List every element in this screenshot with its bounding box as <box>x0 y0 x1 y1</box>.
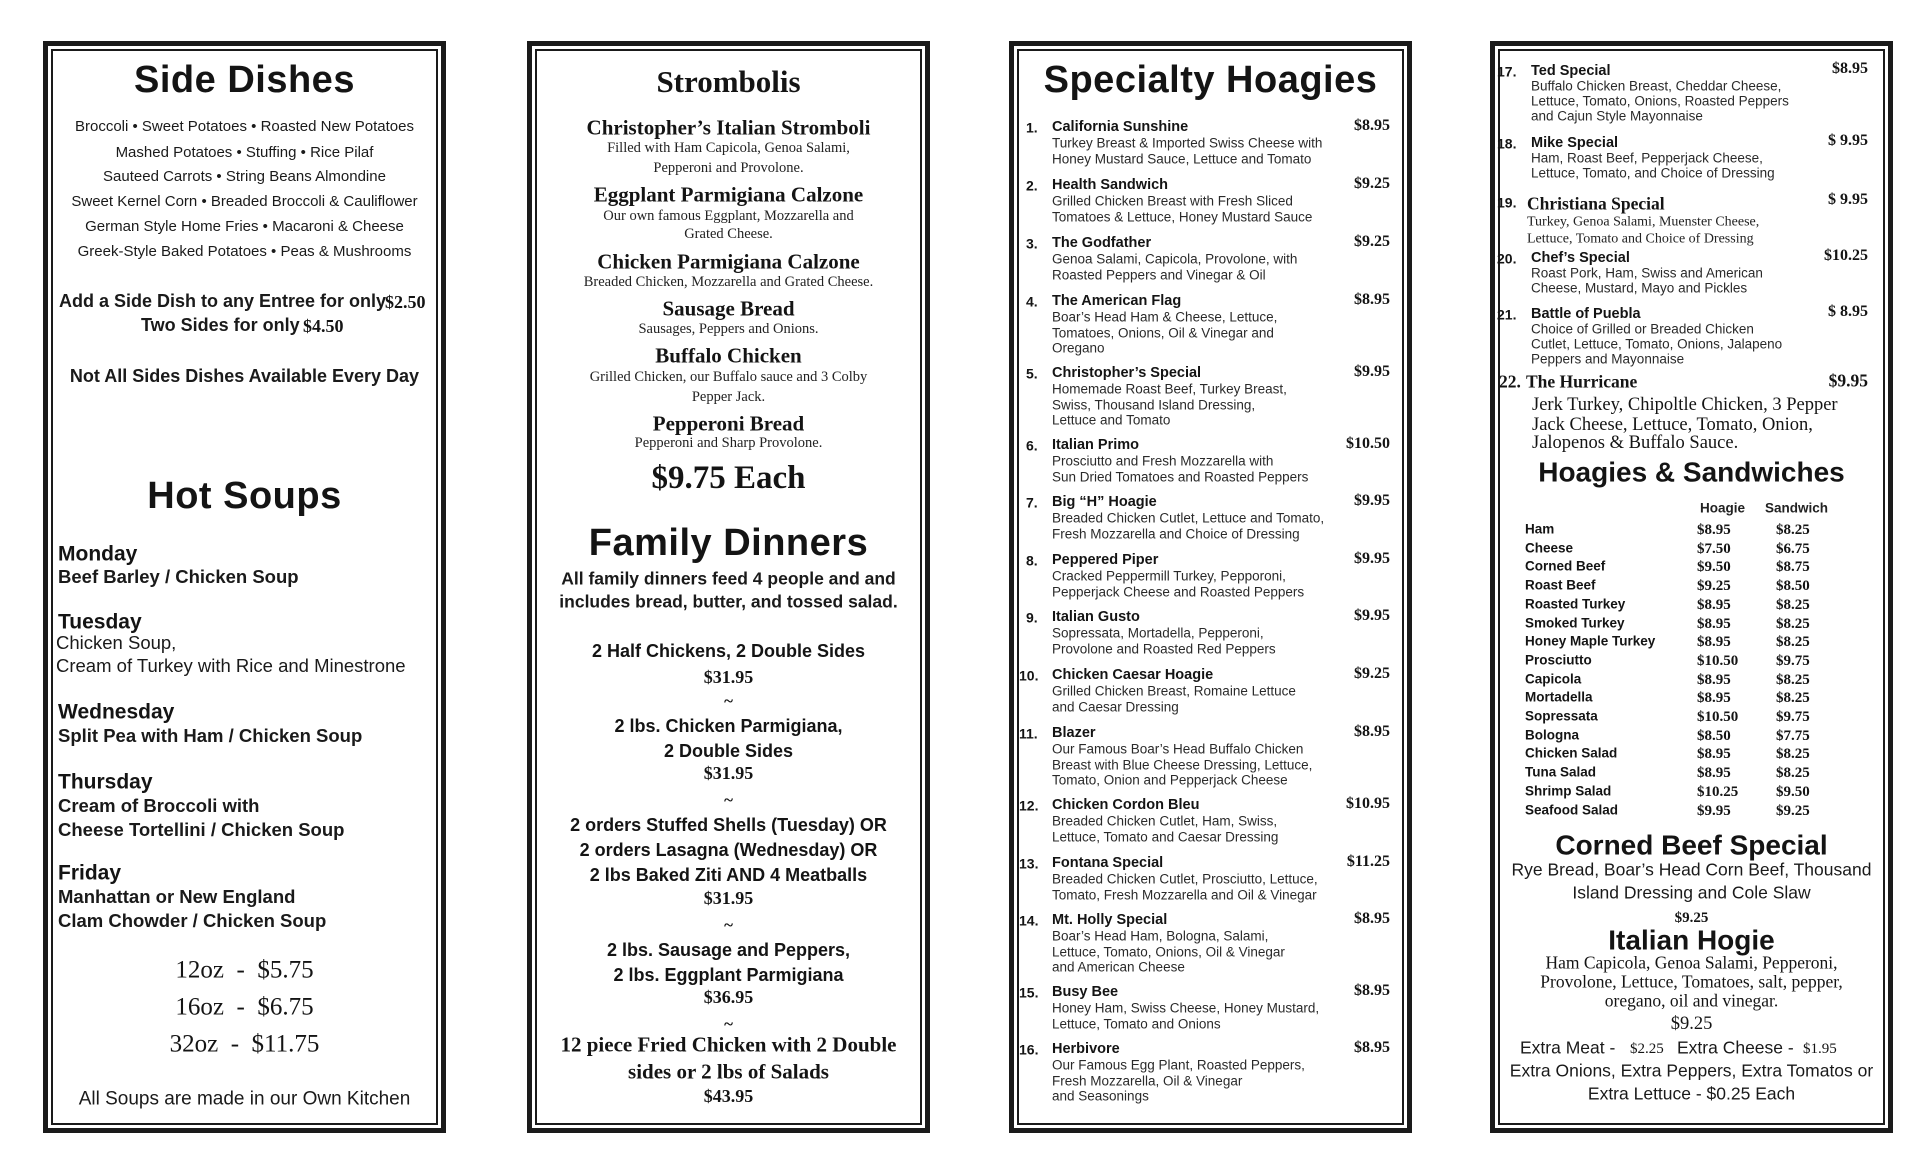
table-row-hoagie-price: $8.95 <box>1697 596 1731 613</box>
item-description: Lettuce and Tomato <box>1052 412 1171 428</box>
item-description: Honey Ham, Swiss Cheese, Honey Mustard, <box>1052 1000 1320 1016</box>
table-row-sandwich-price: $7.75 <box>1776 727 1810 744</box>
soup-description: Manhattan or New England <box>58 885 296 907</box>
section-title-side-dishes: Side Dishes <box>134 59 355 102</box>
soup-description: Cream of Broccoli with <box>58 794 260 816</box>
item-description: Lettuce, Tomato and Choice of Dressing <box>1527 230 1754 246</box>
table-row-hoagie-price: $9.25 <box>1697 577 1731 594</box>
family-dinner-price: $31.95 <box>703 888 754 909</box>
item-description: Genoa Salami, Capicola, Provolone, with <box>1052 251 1298 267</box>
table-row-sandwich-price: $8.25 <box>1776 521 1810 538</box>
table-row-sandwich-price: $8.25 <box>1776 746 1810 763</box>
soup-day-label: Thursday <box>58 770 153 794</box>
table-row-sandwich-price: $6.75 <box>1776 540 1810 557</box>
item-name: Mt. Holly Special <box>1052 912 1168 929</box>
panel-specialty-hoagies <box>1009 41 1412 1133</box>
stromboli-price: $9.75 Each <box>651 459 806 496</box>
item-description: Turkey Breast & Imported Swiss Cheese with <box>1052 135 1323 151</box>
item-name: Busy Bee <box>1052 984 1119 1001</box>
table-row-sandwich-price: $8.25 <box>1776 615 1810 632</box>
soup-description: Clam Chowder / Chicken Soup <box>58 909 327 931</box>
soup-description: Beef Barley / Chicken Soup <box>58 565 299 587</box>
item-description: and American Cheese <box>1052 959 1185 975</box>
table-row-hoagie-price: $9.95 <box>1697 802 1731 819</box>
table-row-hoagie-price: $8.95 <box>1697 633 1731 650</box>
soup-day-label: Wednesday <box>58 700 175 724</box>
soup-size-price: 16oz - $6.75 <box>175 993 314 1021</box>
table-row-name: Honey Maple Turkey <box>1525 633 1656 649</box>
item-name: Italian Primo <box>1052 437 1140 454</box>
separator-tilde: ~ <box>724 691 733 711</box>
column-header-sandwich: Sandwich <box>1765 500 1829 516</box>
item-description: Oregano <box>1052 340 1105 356</box>
soup-size-price: 32oz - $11.75 <box>169 1030 320 1058</box>
stromboli-name: Buffalo Chicken <box>655 343 802 368</box>
table-row-name: Cheese <box>1525 540 1574 556</box>
item-description: Peppers and Mayonnaise <box>1531 351 1685 367</box>
sides-availability-note: Not All Sides Dishes Available Every Day <box>69 366 420 387</box>
item-number: 4. <box>1026 293 1038 310</box>
family-dinner-option: 2 lbs Baked Ziti AND 4 Meatballs <box>589 865 868 886</box>
item-description: Ham, Roast Beef, Pepperjack Cheese, <box>1531 150 1763 166</box>
side-dish-line: Sauteed Carrots • String Beans Almondine <box>103 167 386 185</box>
item-description: Grilled Chicken Breast with Fresh Sliced <box>1052 193 1293 209</box>
table-row-hoagie-price: $8.95 <box>1697 764 1731 781</box>
family-dinner-option: 2 Half Chickens, 2 Double Sides <box>591 641 866 662</box>
item-description: Sopressata, Mortadella, Pepperoni, <box>1052 625 1264 641</box>
table-row-name: Ham <box>1525 521 1555 537</box>
stromboli-description: Our own famous Eggplant, Mozzarella and <box>603 208 854 225</box>
item-description: Lettuce, Tomato and Caesar Dressing <box>1052 829 1279 845</box>
item-name: Battle of Puebla <box>1531 306 1641 323</box>
family-dinner-option: 2 orders Lasagna (Wednesday) OR <box>579 840 878 861</box>
side-dish-line: Greek-Style Baked Potatoes • Peas & Mushrooms <box>77 242 412 260</box>
item-name: Christopher’s Special <box>1052 365 1202 382</box>
family-dinner-option: 2 Double Sides <box>663 741 794 762</box>
item-description: Sun Dried Tomatoes and Roasted Peppers <box>1052 469 1309 485</box>
family-dinner-price: $31.95 <box>703 667 754 688</box>
item-description: and Caesar Dressing <box>1052 699 1179 715</box>
item-description: Choice of Grilled or Breaded Chicken <box>1531 321 1754 337</box>
item-price: $8.95 <box>1354 291 1390 309</box>
item-description: Provolone and Roasted Red Peppers <box>1052 641 1276 657</box>
extras-note: Extra Lettuce - $0.25 Each <box>1587 1083 1796 1104</box>
item-name: Chef’s Special <box>1531 250 1630 267</box>
table-row-name: Corned Beef <box>1525 558 1606 574</box>
item-number: 15. <box>1019 984 1039 1001</box>
item-description: Cracked Peppermill Turkey, Pepporoni, <box>1052 568 1286 584</box>
item-name: California Sunshine <box>1052 119 1189 136</box>
soup-description: Split Pea with Ham / Chicken Soup <box>58 724 363 746</box>
section-title-corned-beef-special: Corned Beef Special <box>1555 829 1828 861</box>
item-name: Blazer <box>1052 725 1096 742</box>
item-number: 13. <box>1019 855 1039 872</box>
section-title-specialty-hoagies: Specialty Hoagies <box>1043 59 1378 102</box>
item-name: The Hurricane <box>1526 371 1638 392</box>
table-row-name: Bologna <box>1525 727 1579 743</box>
family-dinners-intro: includes bread, butter, and tossed salad. <box>559 591 898 612</box>
corned-beef-description: Island Dressing and Cole Slaw <box>1572 882 1811 903</box>
table-row-hoagie-price: $8.50 <box>1697 727 1731 744</box>
table-row-hoagie-price: $8.95 <box>1697 746 1731 763</box>
side-dish-line: Broccoli • Sweet Potatoes • Roasted New Potatoes <box>74 117 414 135</box>
item-name: Chicken Caesar Hoagie <box>1052 667 1214 684</box>
item-number: 19. <box>1497 194 1517 211</box>
section-title-strombolis: Strombolis <box>656 63 801 99</box>
item-price: $11.25 <box>1346 853 1390 871</box>
stromboli-name: Eggplant Parmigiana Calzone <box>593 182 864 207</box>
item-number: 18. <box>1497 135 1517 152</box>
column-header-hoagie: Hoagie <box>1700 500 1746 516</box>
table-row-sandwich-price: $8.25 <box>1776 764 1810 781</box>
stromboli-description: Filled with Ham Capicola, Genoa Salami, <box>607 140 850 157</box>
item-price: $9.95 <box>1828 370 1868 391</box>
item-name: Chicken Cordon Bleu <box>1052 797 1200 814</box>
panel-sides-soups <box>43 41 446 1133</box>
table-row-hoagie-price: $10.50 <box>1697 652 1739 669</box>
extra-meat-price: $2.25 <box>1630 1040 1664 1057</box>
item-description: Tomatoes, Onions, Oil & Vinegar and <box>1052 325 1274 341</box>
item-description: and Cajun Style Mayonnaise <box>1531 108 1703 124</box>
item-name: Health Sandwich <box>1052 177 1169 194</box>
item-number: 16. <box>1019 1041 1039 1058</box>
item-price: $9.95 <box>1354 363 1390 381</box>
table-row-name: Roast Beef <box>1525 577 1596 593</box>
italian-hogie-description: Ham Capicola, Genoa Salami, Pepperoni, <box>1545 952 1838 973</box>
section-title-hoagies-sandwiches: Hoagies & Sandwiches <box>1538 456 1845 488</box>
table-row-sandwich-price: $8.25 <box>1776 633 1810 650</box>
family-dinner-price: $43.95 <box>703 1086 754 1107</box>
add-side-text: Add a Side Dish to any Entree for only <box>59 291 387 312</box>
table-row-name: Mortadella <box>1525 689 1593 705</box>
separator-tilde: ~ <box>724 915 733 935</box>
table-row-name: Seafood Salad <box>1525 802 1619 818</box>
extra-cheese-price: $1.95 <box>1803 1040 1837 1057</box>
stromboli-name: Pepperoni Bread <box>652 411 805 436</box>
item-name: Big “H” Hoagie <box>1052 494 1157 511</box>
italian-hogie-description: Provolone, Lettuce, Tomatoes, salt, pepper, <box>1540 971 1843 992</box>
stromboli-name: Chicken Parmigiana Calzone <box>597 249 860 274</box>
item-description: Fresh Mozzarella, Oil & Vinegar <box>1052 1073 1243 1089</box>
table-row-name: Prosciutto <box>1525 652 1592 668</box>
table-row-name: Chicken Salad <box>1525 745 1618 761</box>
family-dinner-option: 2 lbs. Chicken Parmigiana, <box>614 716 843 737</box>
table-row-sandwich-price: $8.25 <box>1776 596 1810 613</box>
item-price: $8.95 <box>1354 117 1390 135</box>
item-number: 11. <box>1019 725 1038 742</box>
item-name: Herbivore <box>1052 1041 1120 1058</box>
item-number: 21. <box>1497 306 1517 323</box>
item-description: Tomatoes & Lettuce, Honey Mustard Sauce <box>1052 209 1313 225</box>
family-dinner-price: $36.95 <box>703 987 754 1008</box>
item-description: Lettuce, Tomato and Onions <box>1052 1016 1221 1032</box>
item-description: Swiss, Thousand Island Dressing, <box>1052 397 1256 413</box>
family-dinner-option: 2 lbs. Eggplant Parmigiana <box>613 965 844 986</box>
item-name: Ted Special <box>1531 63 1611 80</box>
item-price: $9.25 <box>1354 233 1390 251</box>
italian-hogie-price: $9.25 <box>1670 1013 1713 1034</box>
table-row-sandwich-price: $8.75 <box>1776 559 1810 576</box>
item-number: 3. <box>1026 235 1038 252</box>
separator-tilde: ~ <box>724 790 733 810</box>
item-name: Mike Special <box>1531 135 1619 152</box>
item-price: $8.95 <box>1354 910 1390 928</box>
item-description: Roasted Peppers and Vinegar & Oil <box>1052 267 1266 283</box>
table-row-hoagie-price: $8.95 <box>1697 521 1731 538</box>
item-price: $8.95 <box>1354 723 1390 741</box>
item-number: 17. <box>1497 63 1517 80</box>
table-row-hoagie-price: $8.95 <box>1697 671 1731 688</box>
soup-description: Cream of Turkey with Rice and Minestrone <box>56 654 406 676</box>
item-price: $ 9.95 <box>1828 132 1868 150</box>
item-description: Lettuce, Tomato, Onions, Oil & Vinegar <box>1052 944 1285 960</box>
separator-tilde: ~ <box>724 1014 733 1034</box>
family-dinner-option: sides or 2 lbs of Salads <box>628 1059 829 1084</box>
item-price: $8.95 <box>1354 1039 1390 1057</box>
item-description: Cheese, Mustard, Mayo and Pickles <box>1531 280 1748 296</box>
item-name: The Godfather <box>1052 235 1152 252</box>
table-row-name: Tuna Salad <box>1525 764 1597 780</box>
item-number: 1. <box>1026 119 1038 136</box>
section-title-hot-soups: Hot Soups <box>147 475 342 518</box>
item-description: Turkey, Genoa Salami, Muenster Cheese, <box>1527 214 1760 230</box>
item-number: 22. <box>1499 371 1521 392</box>
item-description: Boar’s Head Ham & Cheese, Lettuce, <box>1052 309 1278 325</box>
item-description: Our Famous Boar’s Head Buffalo Chicken <box>1052 741 1304 757</box>
soups-note: All Soups are made in our Own Kitchen <box>78 1088 411 1110</box>
item-number: 8. <box>1026 552 1038 569</box>
soup-description: Cheese Tortellini / Chicken Soup <box>58 818 345 840</box>
item-name: Fontana Special <box>1052 855 1164 872</box>
italian-hogie-description: oregano, oil and vinegar. <box>1604 990 1779 1011</box>
table-row-hoagie-price: $8.95 <box>1697 615 1731 632</box>
corned-beef-price: $9.25 <box>1674 909 1709 926</box>
stromboli-description: Grilled Chicken, our Buffalo sauce and 3 Colby <box>589 369 868 386</box>
item-price: $8.95 <box>1832 60 1868 78</box>
add-side-price: $2.50 <box>385 292 426 313</box>
table-row-name: Roasted Turkey <box>1525 596 1626 612</box>
stromboli-description: Sausages, Peppers and Onions. <box>638 321 819 338</box>
table-row-hoagie-price: $10.50 <box>1697 708 1739 725</box>
item-name: Italian Gusto <box>1052 609 1140 626</box>
family-dinner-option: 12 piece Fried Chicken with 2 Double <box>560 1032 897 1057</box>
item-price: $9.25 <box>1354 665 1390 683</box>
soup-day-label: Monday <box>58 542 138 566</box>
item-name: Christiana Special <box>1527 193 1665 214</box>
family-dinner-option: 2 lbs. Sausage and Peppers, <box>606 940 851 961</box>
stromboli-description: Pepperoni and Sharp Provolone. <box>634 435 823 452</box>
item-name: The American Flag <box>1052 293 1182 310</box>
two-sides-text: Two Sides for only <box>141 315 300 336</box>
item-description: Lettuce, Tomato, Onions, Roasted Peppers <box>1531 93 1789 109</box>
table-row-name: Smoked Turkey <box>1525 615 1625 631</box>
item-description: Roast Pork, Ham, Swiss and American <box>1531 265 1763 281</box>
extra-meat-label: Extra Meat - <box>1520 1037 1616 1058</box>
soup-size-price: 12oz - $5.75 <box>175 956 314 984</box>
item-price: $9.95 <box>1354 607 1390 625</box>
extras-note: Extra Onions, Extra Peppers, Extra Tomatos or <box>1509 1060 1874 1081</box>
item-description: Lettuce, Tomato, and Choice of Dressing <box>1531 165 1775 181</box>
item-price: $10.25 <box>1824 247 1868 265</box>
item-description: Pepperjack Cheese and Roasted Peppers <box>1052 584 1305 600</box>
item-description: Tomato, Onion and Pepperjack Cheese <box>1052 772 1288 788</box>
item-number: 5. <box>1026 365 1038 382</box>
side-dish-line: Sweet Kernel Corn • Breaded Broccoli & Cauliflower <box>71 192 418 210</box>
item-number: 2. <box>1026 177 1038 194</box>
table-row-sandwich-price: $8.50 <box>1776 577 1810 594</box>
table-row-name: Sopressata <box>1525 708 1598 724</box>
item-price: $8.95 <box>1354 982 1390 1000</box>
soup-description: Chicken Soup, <box>56 631 177 653</box>
table-row-hoagie-price: $7.50 <box>1697 540 1731 557</box>
item-description: Jalopenos & Buffalo Sauce. <box>1532 432 1739 453</box>
item-price: $10.95 <box>1346 795 1390 813</box>
side-dish-line: German Style Home Fries • Macaroni & Cheese <box>85 217 404 235</box>
stromboli-description: Grated Cheese. <box>684 226 773 243</box>
stromboli-description: Pepper Jack. <box>691 389 766 406</box>
item-name: Peppered Piper <box>1052 552 1159 569</box>
item-description: Breaded Chicken Cutlet, Lettuce and Tomato, <box>1052 510 1325 526</box>
item-description: Jerk Turkey, Chipoltle Chicken, 3 Pepper <box>1532 394 1838 415</box>
table-row-hoagie-price: $8.95 <box>1697 690 1731 707</box>
panel-strombolis-family-dinners <box>527 41 930 1133</box>
item-description: Our Famous Egg Plant, Roasted Peppers, <box>1052 1057 1305 1073</box>
item-number: 6. <box>1026 437 1038 454</box>
panel-specials-sandwiches <box>1490 41 1893 1133</box>
extra-cheese-label: Extra Cheese - <box>1677 1037 1794 1058</box>
item-description: Breaded Chicken Cutlet, Ham, Swiss, <box>1052 813 1278 829</box>
table-row-name: Shrimp Salad <box>1525 783 1612 799</box>
item-number: 7. <box>1026 494 1038 511</box>
item-price: $ 8.95 <box>1828 303 1868 321</box>
table-row-sandwich-price: $9.75 <box>1776 708 1810 725</box>
item-description: and Seasonings <box>1052 1088 1149 1104</box>
stromboli-description: Pepperoni and Provolone. <box>653 160 804 177</box>
family-dinner-price: $31.95 <box>703 763 754 784</box>
table-row-name: Capicola <box>1525 671 1582 687</box>
section-title-family-dinners: Family Dinners <box>588 522 869 565</box>
two-sides-price: $4.50 <box>303 316 344 337</box>
stromboli-name: Christopher’s Italian Stromboli <box>586 115 871 140</box>
item-description: Prosciutto and Fresh Mozzarella with <box>1052 453 1274 469</box>
item-description: Tomato, Fresh Mozzarella and Oil & Vinegar <box>1052 887 1317 903</box>
item-description: Buffalo Chicken Breast, Cheddar Cheese, <box>1531 78 1782 94</box>
item-price: $10.50 <box>1346 435 1390 453</box>
item-number: 10. <box>1019 667 1039 684</box>
item-description: Breast with Blue Cheese Dressing, Lettuce, <box>1052 757 1313 773</box>
table-row-sandwich-price: $9.75 <box>1776 652 1810 669</box>
item-description: Jack Cheese, Lettuce, Tomato, Onion, <box>1532 414 1813 435</box>
table-row-hoagie-price: $10.25 <box>1697 783 1739 800</box>
item-price: $9.25 <box>1354 175 1390 193</box>
table-row-sandwich-price: $9.50 <box>1776 783 1810 800</box>
item-description: Honey Mustard Sauce, Lettuce and Tomato <box>1052 151 1312 167</box>
corned-beef-description: Rye Bread, Boar’s Head Corn Beef, Thousand <box>1511 859 1872 880</box>
item-price: $ 9.95 <box>1828 191 1868 209</box>
item-description: Boar’s Head Ham, Bologna, Salami, <box>1052 928 1269 944</box>
table-row-hoagie-price: $9.50 <box>1697 559 1731 576</box>
soup-day-label: Tuesday <box>58 610 142 634</box>
item-description: Grilled Chicken Breast, Romaine Lettuce <box>1052 683 1296 699</box>
item-price: $9.95 <box>1354 492 1390 510</box>
section-title-italian-hogie: Italian Hogie <box>1608 924 1775 956</box>
side-dish-line: Mashed Potatoes • Stuffing • Rice Pilaf <box>115 143 374 161</box>
item-description: Cutlet, Lettuce, Tomato, Onions, Jalapeno <box>1531 336 1783 352</box>
table-row-sandwich-price: $8.25 <box>1776 671 1810 688</box>
item-price: $9.95 <box>1354 550 1390 568</box>
item-description: Fresh Mozzarella and Choice of Dressing <box>1052 526 1300 542</box>
family-dinner-option: 2 orders Stuffed Shells (Tuesday) OR <box>570 815 887 836</box>
item-number: 9. <box>1026 609 1038 626</box>
item-number: 20. <box>1497 250 1517 267</box>
stromboli-name: Sausage Bread <box>662 296 795 321</box>
soup-day-label: Friday <box>58 861 122 885</box>
stromboli-description: Breaded Chicken, Mozzarella and Grated Cheese. <box>583 274 874 291</box>
family-dinners-intro: All family dinners feed 4 people and and <box>561 568 896 589</box>
table-row-sandwich-price: $9.25 <box>1776 802 1810 819</box>
item-number: 12. <box>1019 797 1039 814</box>
item-number: 14. <box>1019 912 1039 929</box>
item-description: Breaded Chicken Cutlet, Prosciutto, Lettuce, <box>1052 871 1318 887</box>
item-description: Homemade Roast Beef, Turkey Breast, <box>1052 381 1287 397</box>
table-row-sandwich-price: $8.25 <box>1776 690 1810 707</box>
